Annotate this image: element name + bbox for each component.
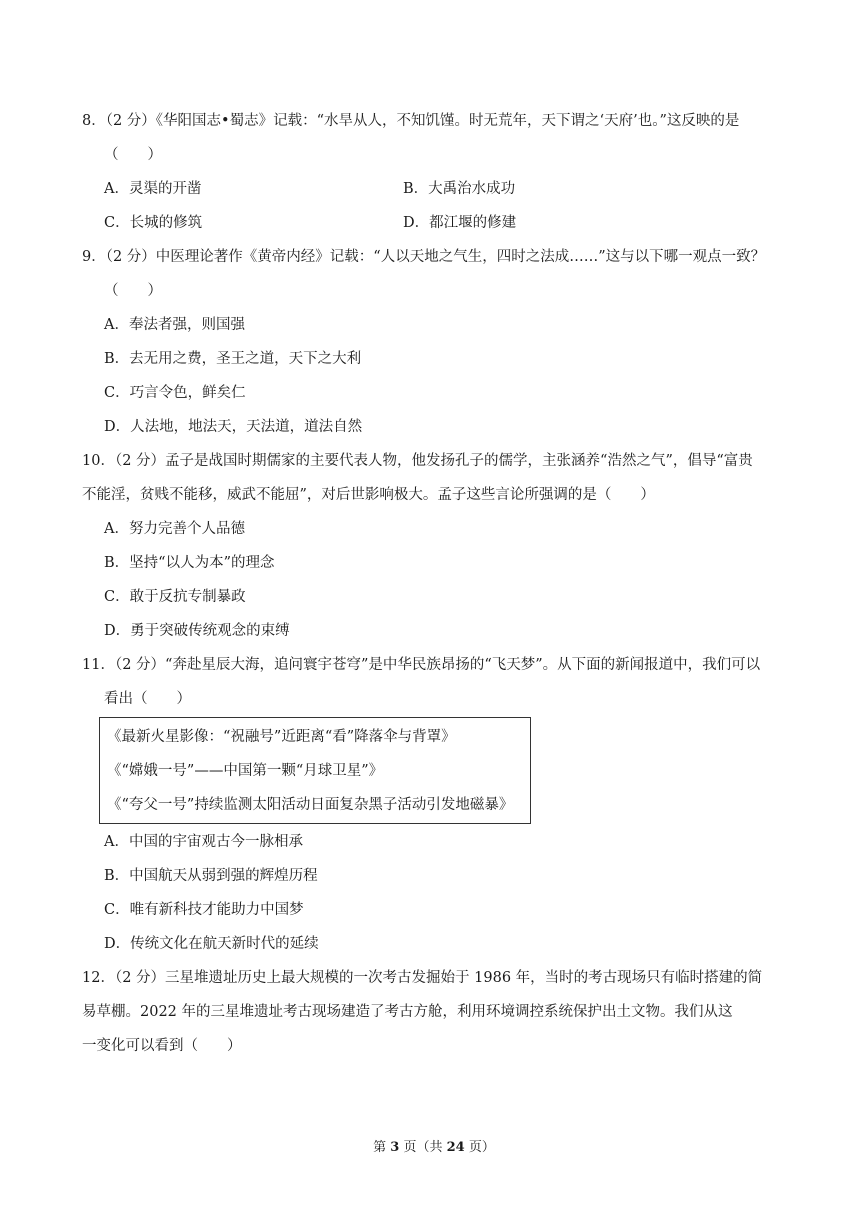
news-headline-2: 《“嫦娥一号”——中国第一颗“月球卫星”》 — [107, 763, 384, 779]
footer-suffix: 页） — [464, 1140, 495, 1155]
question-11-option-c: C．唯有新科技才能助力中国梦 — [104, 902, 304, 918]
question-8-option-a: A．灵渠的开凿 — [104, 181, 202, 197]
question-10-option-c: C．敢于反抗专制暴政 — [104, 589, 246, 605]
question-10-option-a: A．努力完善个人品德 — [104, 521, 245, 537]
question-12-stem-continued-2: 一变化可以看到（ ） — [82, 1038, 242, 1054]
question-9-option-c: C．巧言令色，鲜矣仁 — [104, 385, 246, 401]
question-10-stem: 10．（2 分）孟子是战国时期儒家的主要代表人物，他发扬孔子的儒学，主张涵养“浩然之气”，倡导“富贵 — [82, 453, 753, 469]
question-8-option-c: C．长城的修筑 — [104, 215, 203, 231]
footer-prefix: 第 — [373, 1140, 391, 1155]
news-headline-3: 《“夸父一号”持续监测太阳活动日面复杂黑子活动引发地磁暴》 — [107, 797, 514, 813]
question-11-stem: 11．（2 分）“奔赴星辰大海，追问寰宇苍穹”是中华民族昂扬的“飞天梦”。从下面的新闻报道中，我们可以 — [82, 657, 761, 673]
question-12-stem: 12．（2 分）三星堆遗址历史上最大规模的一次考古发掘始于 1986 年，当时的考古现场只有临时搭建的简 — [82, 970, 763, 986]
question-8-stem: 8．（2 分）《华阳国志•蜀志》记载：“水旱从人，不知饥馑。时无荒年，天下谓之‘天府’也。”这反映的是 — [82, 113, 740, 129]
news-headline-1: 《最新火星影像：“祝融号”近距离“看”降落伞与背罩》 — [107, 729, 456, 745]
question-9-answer-blank: （ ） — [104, 283, 162, 299]
question-11-stem-continued: 看出（ ） — [104, 691, 191, 707]
question-8-option-d: D．都江堰的修建 — [403, 215, 517, 231]
question-11-option-a: A．中国的宇宙观古今一脉相承 — [104, 834, 303, 850]
question-8-answer-blank: （ ） — [104, 147, 162, 163]
question-9-option-d: D．人法地，地法天，天法道，道法自然 — [104, 419, 363, 435]
page-footer — [0, 1138, 868, 1158]
question-9-option-a: A．奉法者强，则国强 — [104, 317, 245, 333]
footer-total-pages: 24 — [446, 1140, 465, 1155]
question-10-stem-continued: 不能淫，贫贱不能移，威武不能屈”，对后世影响极大。孟子这些言论所强调的是（ ） — [82, 487, 655, 503]
question-9-option-b: B．去无用之费，圣王之道，天下之大利 — [104, 351, 362, 367]
question-12-stem-continued: 易草棚。2022 年的三星堆遗址考古现场建造了考古方舱，利用环境调控系统保护出土文物。我们从这 — [82, 1004, 733, 1020]
question-11-option-d: D．传统文化在航天新时代的延续 — [104, 936, 319, 952]
news-headlines-box — [99, 717, 531, 824]
question-10-option-b: B．坚持“以人为本”的理念 — [104, 555, 275, 571]
footer-middle: 页（共 — [399, 1140, 447, 1155]
question-11-option-b: B．中国航天从弱到强的辉煌历程 — [104, 868, 318, 884]
question-8-option-b: B．大禹治水成功 — [403, 181, 516, 197]
question-10-option-d: D．勇于突破传统观念的束缚 — [104, 623, 290, 639]
question-9-stem: 9．（2 分）中医理论著作《黄帝内经》记载：“人以天地之气生，四时之法成……”这与以下哪一观点一致？ — [82, 249, 766, 265]
footer-page-number: 3 — [390, 1140, 400, 1155]
